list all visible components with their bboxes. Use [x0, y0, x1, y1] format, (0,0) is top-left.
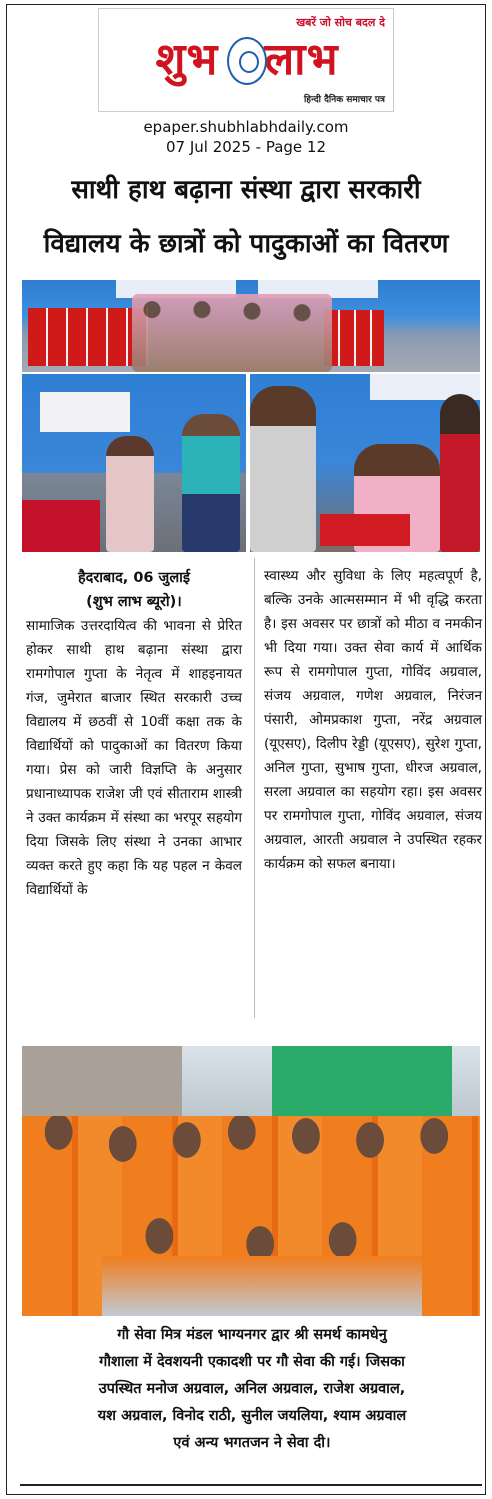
caption-line-1: गौ सेवा मित्र मंडल भाग्यनगर द्वार श्री समर्थ कामधेनु: [117, 1327, 387, 1343]
photo-handover: [250, 374, 480, 552]
bottom-rule: [20, 1484, 482, 1486]
masthead-subtitle: हिन्दी दैनिक समाचार पत्र: [303, 95, 385, 105]
logo-right-text: लाभ: [264, 34, 339, 85]
article-body-left: सामाजिक उत्तरदायित्व की भावना से प्रेरित होकर साथी हाथ बढ़ाना संस्था द्वारा रामगोपाल गुप्ता के नेतृत्व में शाहइनायत गंज, जुमेरात बाजार स्थित सरकारी उच्च विद्यालय में छठवीं से 10वीं कक्षा तक के विद्यार्थियों को पादुकाओं का वितरण किया गया। प्रेस को जारी विज्ञप्ति के अनुसार प्रधानाध्यापक राजेश जी एवं सीताराम शास्त्री ने उक्त कार्यक्रम में संस्था का भरपूर सहयोग दिया जिसके लिए संस्था ने उनका आभार व्यक्त करते हुए कहा कि यह पहल न केवल विद्यार्थियों के: [26, 618, 242, 898]
article-column-left: [26, 566, 242, 902]
photo-student-receiving: [22, 374, 246, 552]
caption-line-3: उपस्थित मनोज अग्रवाल, अनिल अग्रवाल, राजेश अग्रवाल,: [98, 1381, 406, 1397]
caption-line-2: गौशाला में देवशयनी एकादशी पर गौ सेवा की गई। जिसका: [99, 1354, 405, 1370]
photo-caption: [24, 1322, 480, 1457]
headline-line-1: साथी हाथ बढ़ाना संस्था द्वारा सरकारी: [71, 175, 421, 205]
dateline-place-date: हैदराबाद, 06 जुलाई: [77, 570, 191, 586]
masthead-tagline: खबरें जो सोच बदल दे: [296, 16, 385, 29]
caption-line-4: यश अग्रवाल, विनोद राठी, सुनील जयलिया, श्याम अग्रवाल: [97, 1408, 407, 1424]
masthead: [98, 8, 394, 112]
dateline-bureau: (शुभ लाभ ब्यूरो)।: [86, 594, 182, 610]
photo-gau-seva-group: [22, 1046, 480, 1316]
logo-left-text: शुभ: [155, 34, 219, 85]
ganesh-emblem-icon: [227, 37, 267, 85]
caption-line-5: एवं अन्य भगतजन ने सेवा दी।: [173, 1435, 331, 1451]
edition-date-page: 07 Jul 2025 - Page 12: [165, 138, 326, 156]
epaper-url: epaper.shubhlabhdaily.com: [143, 118, 349, 136]
article-body-right: स्वास्थ्य और सुविधा के लिए महत्वपूर्ण है, बल्कि उनके आत्मसम्मान में भी वृद्धि करता है। इस अवसर पर छात्रों को मीठा व नमकीन भी दिया गया। उक्त सेवा कार्य में आर्थिक रूप से रामगोपाल गुप्ता, गोविंद अग्रवाल, संजय अग्रवाल, गणेश अग्रवाल, निरंजन पंसारी, ओमप्रकाश गुप्ता, नरेंद्र अग्रवाल (यूएसए), दिलीप रेड्डी (यूएसए), सुरेश गुप्ता, अनिल गुप्ता, सुभाष गुप्ता, धीरज अग्रवाल, सरला अग्रवाल का सहयोग रहा। इस अवसर पर रामगोपाल गुप्ता, गोविंद अग्रवाल, संजय अग्रवाल, आरती अग्रवाल ने उपस्थित रहकर कार्यक्रम को सफल बनाया।: [264, 568, 482, 872]
photo-distribution-group: [22, 280, 480, 372]
column-divider: [254, 558, 255, 1018]
headline-line-2: विद्यालय के छात्रों को पादुकाओं का वितरण: [43, 229, 449, 259]
article-column-right: [264, 564, 482, 876]
